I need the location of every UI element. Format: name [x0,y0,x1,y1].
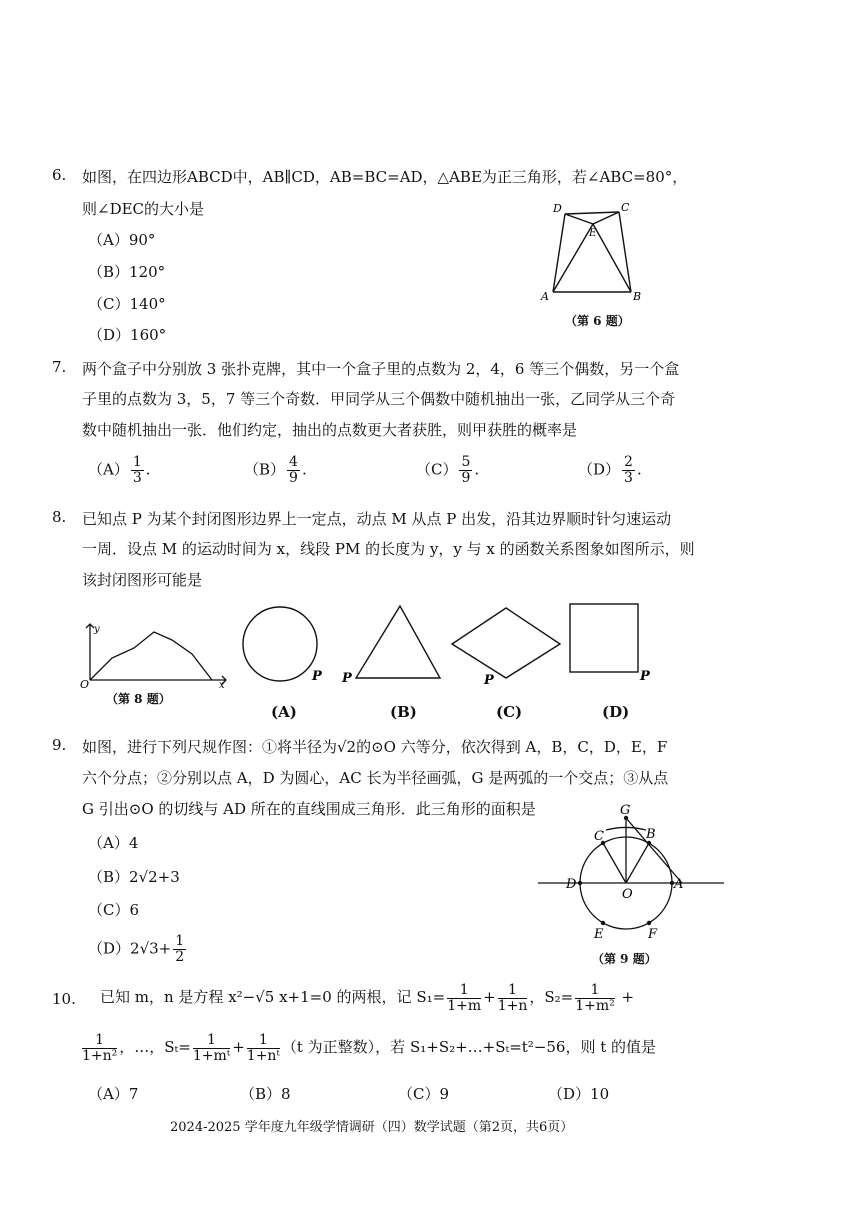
q7-stem-line3: 数中随机抽出一张．他们约定，抽出的点数更大者获胜，则甲获胜的概率是 [82,421,578,439]
q6-number: 6. [52,166,67,184]
q6-segment-ce [593,212,619,224]
q6-label-a: A [541,290,549,303]
q9-stem-line3: G 引出⊙O 的切线与 AD 所在的直线围成三角形．此三角形的面积是 [82,800,536,818]
q8-square-p-label: P [640,669,650,684]
q9-stem-line1: 如图，进行下列尺规作图：①将半径为√2的⊙O 六等分，依次得到 A，B，C，D，E，F [82,738,668,756]
q8-axis-y-label: y [94,624,100,635]
q8-stem-line2: 一周．设点 M 的运动时间为 x，线段 PM 的长度为 y，y 与 x 的函数关系图象如图所示，则 [82,540,695,558]
q10-option-c: （C）9 [398,1085,450,1103]
q8-option-d: (D) [602,703,630,721]
q8-rhombus-p-label: P [484,673,494,688]
q7-option-c: （C） $\frac{5}{9}$ . [416,454,480,486]
q8-curve [90,632,212,680]
q8-shape-circle [236,604,326,692]
q8-shape-square [566,600,662,690]
page-footer: 2024-2025 学年度九年级学情调研（四）数学试题（第2页，共6页） [170,1120,574,1135]
q10-option-d: （D）10 [548,1085,610,1103]
q9-option-b: （B）2√2+3 [88,868,180,886]
q6-label-c: C [621,201,630,214]
q9-option-a: （A）4 [88,834,139,852]
q8-option-b: (B) [390,703,417,721]
q10-option-a: （A）7 [88,1085,139,1103]
q9-label-f: F [648,927,658,942]
q6-stem-line2: 则∠DEC的大小是 [82,200,205,218]
q7-stem-line2: 子里的点数为 3，5，7 等三个奇数．甲同学从三个偶数中随机抽出一张，乙同学从三个奇 [82,390,676,408]
q10-stem-line2: $\frac{1}{\text{1+n²}}$ ，…，Sₜ= $\frac{1}{\text{1+mᵗ}}$ + $\frac{1}{\text{1+nᵗ}}$ （t 为正整数），若 S₁+S₂+…+Sₜ=t²−56，则 t 的值是 [82,1031,657,1064]
q9-label-b: B [646,827,656,842]
q9-segment-oc [603,843,626,883]
q6-label-b: B [633,290,642,303]
q10-stem-line1: 已知 m，n 是方程 x²−√5 x+1=0 的两根，记 S₁= $\frac{1}{1+m}$ + $\frac{1}{1+n}$ ，S₂= $\frac{1}{\text{1+m²}}$ + [100,981,635,1014]
q9-label-e: E [594,927,604,942]
q9-label-a: A [674,877,684,892]
q8-circle-p-label: P [312,669,322,684]
q9-option-d: （D）2√3+ $\frac{1}{2}$ [88,933,185,965]
q8-stem-line1: 已知点 P 为某个封闭图形边界上一定点，动点 M 从点 P 出发，沿其边界顺时针匀速运动 [82,510,672,528]
q8-shape-triangle [340,604,444,692]
q8-number: 8. [52,508,67,526]
q9-label-o: O [622,887,633,902]
q7-stem-line1: 两个盒子中分别放 3 张扑克牌，其中一个盒子里的点数为 2，4，6 等三个偶数，另一个盒 [82,360,680,378]
q6-option-a: （A）90° [88,231,156,249]
q8-option-a: (A) [271,703,297,721]
q9-number: 9. [52,736,67,754]
q6-option-c: （C）140° [88,295,166,313]
q6-segment-de [565,214,593,224]
q6-figure-caption: （第 6 题） [565,314,630,328]
q9-label-g: G [620,803,631,818]
q8-shape-rhombus [448,604,568,694]
q6-label-e: E [589,228,597,239]
q9-label-d: D [566,877,577,892]
q10-option-b: （B）8 [240,1085,291,1103]
q9-segment-ob [626,843,649,883]
q8-graph-caption: （第 8 题） [106,692,171,706]
q6-segment-dc [565,212,619,214]
q8-graph [76,618,236,690]
q7-option-d: （D） $\frac{2}{3}$ . [578,454,642,486]
q10-number: 10. [52,990,76,1008]
q6-figure [535,200,655,310]
q6-segment-ae [553,224,593,292]
q9-stem-line2: 六个分点；②分别以点 A，D 为圆心，AC 长为半径画弧，G 是两弧的一个交点；③从点 [82,769,669,787]
q6-segment-ad [553,214,565,292]
q8-triangle-p-label: P [342,671,352,686]
q8-origin-label: O [80,678,90,690]
q6-option-b: （B）120° [88,263,166,281]
q9-option-c: （C）6 [88,901,140,919]
q6-option-d: （D）160° [88,326,167,344]
q8-axis-x-label: x [219,680,225,690]
q9-label-c: C [594,829,604,844]
q6-stem-line1: 如图，在四边形ABCD中，AB∥CD，AB=BC=AD，△ABE为正三角形，若∠ABC=80°， [82,168,688,186]
q8-stem-line3: 该封闭图形可能是 [82,571,203,589]
q9-figure-caption: （第 9 题） [592,952,657,966]
q7-number: 7. [52,358,67,376]
q7-option-b: （B） $\frac{4}{9}$ . [244,454,307,486]
q8-option-c: (C) [496,703,523,721]
q7-option-a: （A） $\frac{1}{3}$ . [88,454,151,486]
q6-label-d: D [553,202,562,215]
q9-figure [536,800,726,944]
